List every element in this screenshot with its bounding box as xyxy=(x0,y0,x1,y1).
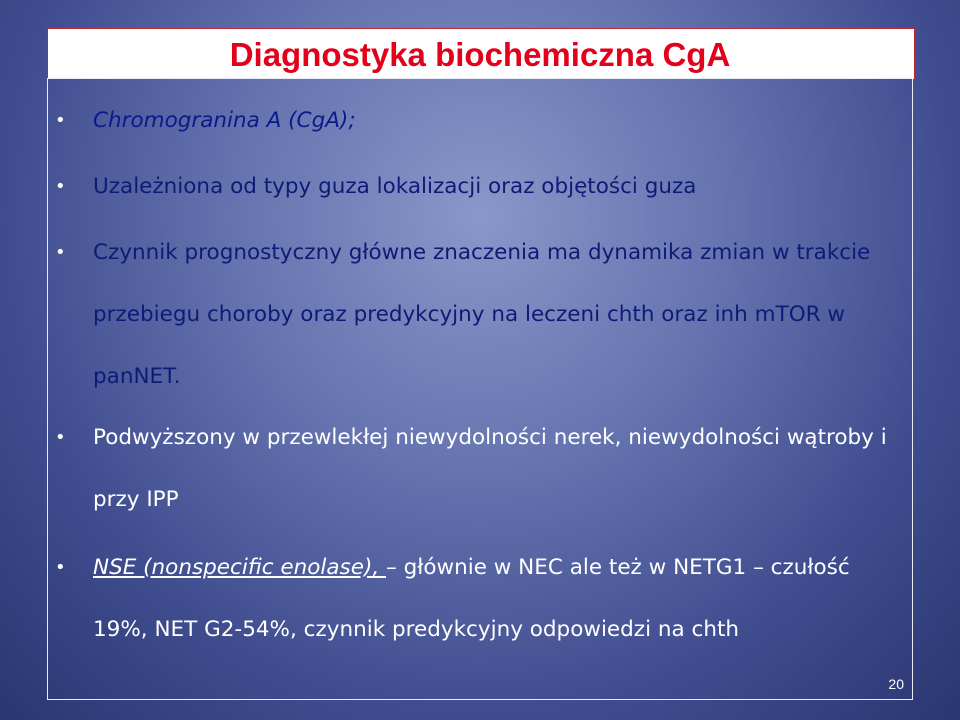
bullet-item xyxy=(55,90,893,152)
bullet-icon: • xyxy=(55,427,66,448)
bullet-item xyxy=(55,537,893,661)
bullet-icon: • xyxy=(55,176,66,197)
bullet-text: – głównie w NEC ale też w NETG1 – czułość 19%, NET G2-54%, czynnik predykcyjny odpowiedzi na chth xyxy=(93,555,850,642)
bullet-text: Uzależniona od typy guza lokalizacji oraz objętości guza xyxy=(93,174,697,199)
bullet-text: Czynnik prognostyczny główne znaczenia ma dynamika zmian w trakcie przebiegu choroby oraz predykcyjny na leczeni chth oraz inh mTOR w panNET. xyxy=(93,240,871,389)
bullet-item xyxy=(55,407,893,531)
bullet-text: Chromogranina A (CgA); xyxy=(93,108,356,133)
bullet-item xyxy=(55,222,893,408)
bullet-lead: NSE (nonspecific enolase), xyxy=(93,555,387,580)
bullet-item xyxy=(55,156,893,218)
slide-title: Diagnostyka biochemiczna CgA xyxy=(229,36,731,73)
bullet-icon: • xyxy=(55,557,66,578)
page-number: 20 xyxy=(888,676,904,692)
bullet-text: Podwyższony w przewlekłej niewydolności nerek, niewydolności wątroby i przy IPP xyxy=(93,425,887,512)
bullet-icon: • xyxy=(55,110,66,131)
bullet-icon: • xyxy=(55,242,66,263)
